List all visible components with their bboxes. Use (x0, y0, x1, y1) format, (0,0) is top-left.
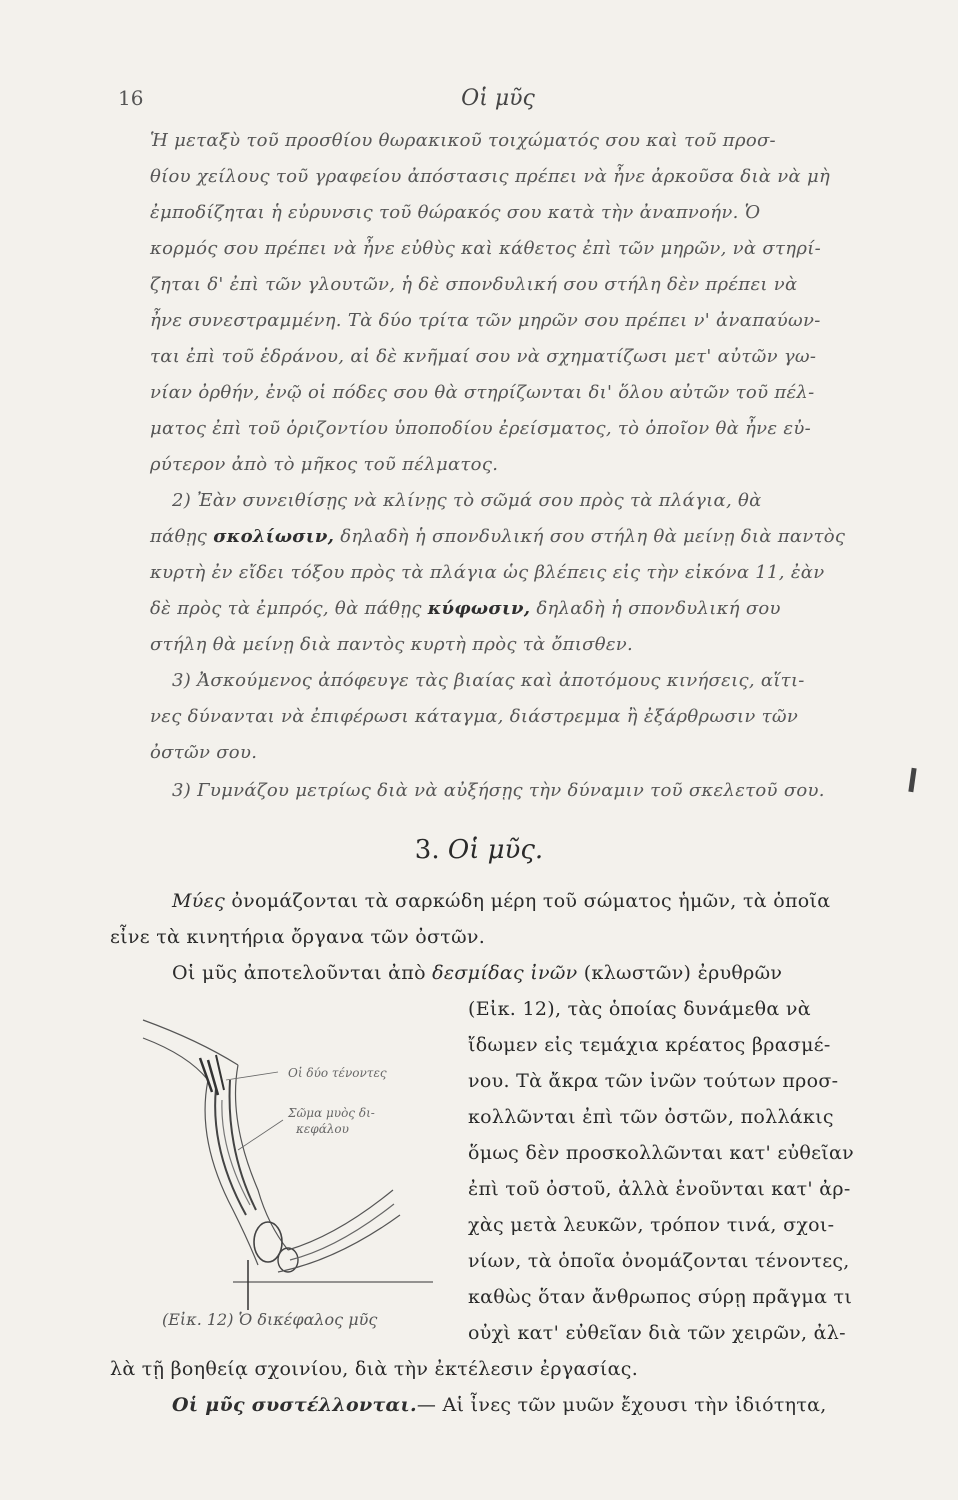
text-span: — Αἱ ἶνες τῶν μυῶν ἔχουσι τὴν ἰδιότητα, (416, 1394, 827, 1416)
paragraph-1-line-2: εἶνε τὰ κινητήρια ὄργανα τῶν ὀστῶν. (110, 926, 486, 948)
text-line: ἐμποδίζηται ἡ εὐρυνσις τοῦ θώρακός σου κατὰ τὴν ἀναπνοήν. Ὁ (150, 202, 761, 223)
term-scoliosis: σκολίωσιν, (213, 526, 335, 547)
arm-outline (236, 1065, 289, 1250)
ink-blot (908, 768, 916, 792)
term-fibre-bundles: δεσμίδας ἰνῶν (432, 962, 578, 984)
running-title: Οἱ μῦς (461, 86, 535, 111)
biceps-illustration (138, 1010, 438, 1310)
text-line: Ἡ μεταξὺ τοῦ προσθίου θωρακικοῦ τοιχώματός σου καὶ τοῦ προσ- (150, 130, 776, 151)
text-span: (κλωστῶν) ἐρυθρῶν (577, 962, 783, 984)
wrap-line: ἴδωμεν εἰς τεμάχια κρέατος βρασμέ- (468, 1034, 831, 1056)
item-2-line-3: κυρτὴ ἐν εἴδει τόξου πρὸς τὰ πλάγια ὡς βλέπεις εἰς τὴν εἰκόνα 11, ἐὰν (150, 562, 825, 583)
label-two-tendons: Οἱ δύο τένοντες (288, 1066, 387, 1080)
paragraph-3-line-1 (172, 1394, 827, 1416)
radius-bone (290, 1204, 394, 1260)
item-2-line-1: 2) Ἐὰν συνειθίσῃς νὰ κλίνῃς τὸ σῶμά σου πρὸς τὰ πλάγια, θὰ (172, 490, 762, 511)
leader-line (238, 1120, 283, 1150)
section-title: Οἱ μῦς. (439, 835, 544, 865)
item-2-line-5: στήλη θὰ μείνῃ διὰ παντὸς κυρτὴ πρὸς τὰ ὄπισθεν. (150, 634, 634, 655)
advice-section (150, 130, 910, 770)
shoulder-outline (143, 1020, 238, 1065)
label-muscle-body-2: κεφάλου (296, 1122, 349, 1136)
paragraph-1-line-1 (172, 890, 830, 912)
wrap-line: νου. Τὰ ἄκρα τῶν ἰνῶν τούτων προσ- (468, 1070, 839, 1092)
wrap-line: χὰς μετὰ λευκῶν, τρόπον τινά, σχοι- (468, 1214, 835, 1236)
text-span: δηλαδὴ ἡ σπονδυλική σου (530, 598, 781, 619)
leader-line (226, 1072, 278, 1080)
page-number: 16 (118, 86, 144, 110)
wrap-line: ὅμως δὲν προσκολλῶνται κατ' εὐθεῖαν (468, 1142, 855, 1164)
label-muscle-body-1: Σῶμα μυὸς δι- (288, 1106, 375, 1120)
wrap-line: οὐχὶ κατ' εὐθεῖαν διὰ τῶν χειρῶν, ἀλ- (468, 1322, 846, 1344)
item-2-line-4 (150, 598, 781, 619)
forearm-outline (288, 1190, 393, 1250)
advice-item-4 (150, 780, 910, 810)
item-3-line-1: 3) Ἀσκούμενος ἀπόφευγε τὰς βιαίας καὶ ἀποτόμους κινήσεις, αἵτι- (172, 670, 805, 691)
wrap-line: νίων, τὰ ὁποῖα ὀνομάζονται τένοντες, (468, 1250, 850, 1272)
item-3-line-3: ὀστῶν σου. (150, 742, 258, 763)
term-kyphosis: κύφωσιν, (427, 598, 531, 619)
text-line: ρύτερον ἀπὸ τὸ μῆκος τοῦ πέλματος. (150, 454, 499, 475)
wrap-line: κολλῶνται ἐπὶ τῶν ὀστῶν, πολλάκις (468, 1106, 834, 1128)
text-line: θίου χείλους τοῦ γραφείου ἀπόστασις πρέπει νὰ ἦνε ἀρκοῦσα διὰ νὰ μὴ (150, 166, 831, 187)
text-span: Οἱ μῦς ἀποτελοῦνται ἀπὸ (172, 962, 433, 984)
page-header (118, 86, 878, 116)
forearm-outline (278, 1215, 400, 1272)
elbow-joint (254, 1222, 282, 1262)
text-line: ζηται δ' ἐπὶ τῶν γλουτῶν, ἡ δὲ σπονδυλική σου στήλη δὲν πρέπει νὰ (150, 274, 798, 295)
arm-outline (205, 1080, 258, 1265)
tendon (208, 1060, 218, 1095)
text-span: δὲ πρὸς τὰ ἐμπρός, θὰ πάθῃς (150, 598, 428, 619)
item-2-line-2 (150, 526, 845, 547)
text-span: ὀνομάζονται τὰ σαρκώδη μέρη τοῦ σώματος ἡμῶν, τὰ ὁποῖα (225, 890, 831, 912)
term-muscles: Μύες (172, 890, 226, 912)
paragraph-2-last-line: λὰ τῇ βοηθείᾳ σχοινίου, διὰ τὴν ἐκτέλεσιν ἐργασίας. (110, 1358, 639, 1380)
item-4-line: 3) Γυμνάζου μετρίως διὰ νὰ αὐξήσῃς τὴν δύναμιν τοῦ σκελετοῦ σου. (172, 780, 825, 801)
wrap-line: (Εἰκ. 12), τὰς ὁποίας δυνάμεθα νὰ (468, 998, 811, 1020)
text-line: ται ἐπὶ τοῦ ἑδράνου, αἱ δὲ κνῆμαί σου νὰ σχηματίζωσι μετ' αὐτῶν γω- (150, 346, 817, 367)
shoulder-outline (143, 1038, 208, 1080)
text-line: κορμός σου πρέπει νὰ ἦνε εὐθὺς καὶ κάθετος ἐπὶ τῶν μηρῶν, νὰ στηρί- (150, 238, 821, 259)
wrap-line: ἐπὶ τοῦ ὀστοῦ, ἀλλὰ ἑνοῦνται κατ' ἀρ- (468, 1178, 851, 1200)
biceps-figure (138, 1010, 438, 1320)
text-span: πάθῃς (150, 526, 214, 547)
subheading-muscles-contract: Οἱ μῦς συστέλλονται. (172, 1394, 417, 1416)
paragraph-2-line-1 (172, 962, 782, 984)
text-line: νίαν ὀρθήν, ἐνῷ οἱ πόδες σου θὰ στηρίζωνται δι' ὅλου αὐτῶν τοῦ πέλ- (150, 382, 815, 403)
tendon (216, 1055, 224, 1090)
text-line: ἦνε συνεστραμμένη. Τὰ δύο τρίτα τῶν μηρῶν σου πρέπει ν' ἀναπαύων- (150, 310, 821, 331)
text-line: ματος ἐπὶ τοῦ ὁριζοντίου ὑποποδίου ἐρείσματος, τὸ ὁποῖον θὰ ἦνε εὐ- (150, 418, 811, 439)
text-span: δηλαδὴ ἡ σπονδυλική σου στήλη θὰ μείνῃ διὰ παντὸς (334, 526, 846, 547)
item-3-line-2: νες δύνανται νὰ ἐπιφέρωσι κάταγμα, διάστρεμμα ἢ ἐξάρθρωσιν τῶν (150, 706, 799, 727)
section-number: 3. (414, 835, 440, 865)
section-heading (0, 835, 958, 865)
tendon (200, 1058, 212, 1092)
figure-caption: (Εἰκ. 12) Ὁ δικέφαλος μῦς (162, 1310, 378, 1329)
wrap-line: καθὼς ὅταν ἄνθρωπος σύρῃ πρᾶγμα τι (468, 1286, 853, 1308)
